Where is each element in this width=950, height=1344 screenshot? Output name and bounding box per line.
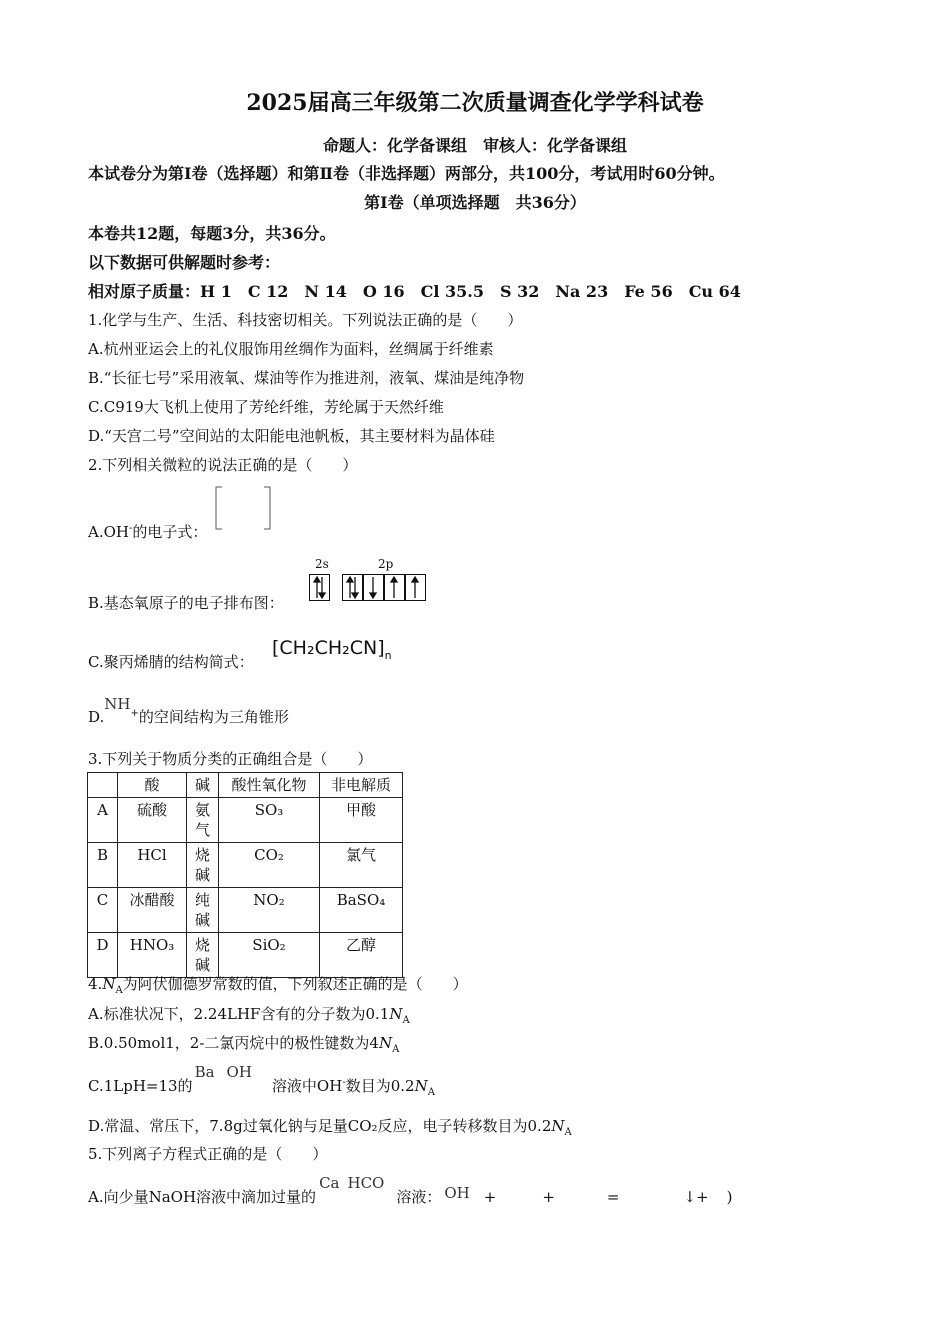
q2-stem: 2.下列相关微粒的说法正确的是（ ）	[88, 456, 358, 474]
reference-note: 以下数据可供解题时参考：	[88, 253, 281, 272]
table-row: B HCl 烧碱 CO₂ 氯气	[88, 843, 403, 888]
table-header: 酸性氧化物	[219, 773, 320, 798]
q2-option-d: D.NH+的空间结构为三角锥形	[88, 695, 289, 726]
q1-option-a: A.杭州亚运会上的礼仪服饰用丝绸作为面料，丝绸属于纤维素	[88, 340, 494, 358]
q1-stem: 1.化学与生产、生活、科技密切相关。下列说法正确的是（ ）	[88, 311, 523, 329]
section-note: 本卷共12题，每题3分，共36分。	[88, 224, 336, 243]
table-row: A 硫酸 氨气 SO₃ 甲酸	[88, 798, 403, 843]
q4-stem: $4.N_A$为阿伏伽德罗常数的值，下列叙述正确的是（ ）	[88, 975, 468, 996]
q5-stem: 5.下列离子方程式正确的是（ ）	[88, 1145, 328, 1163]
exam-intro: 本试卷分为第Ⅰ卷（选择题）和第Ⅱ卷（非选择题）两部分，共100分，考试用时60分钟。	[88, 164, 725, 183]
table-header: 非电解质	[320, 773, 403, 798]
q1-option-d: D.“天宫二号”空间站的太阳能电池帆板，其主要材料为晶体硅	[88, 427, 495, 445]
atomic-mass-line: 相对原子质量：H 1 C 12 N 14 O 16 Cl 35.5 S 32 Na 23 Fe 56 Cu 64	[88, 282, 741, 301]
q3-stem: 3.下列关于物质分类的正确组合是（ ）	[88, 750, 373, 768]
classification-table	[87, 772, 403, 978]
polyacrylonitrile-formula: $[CH_2CH_2CN]_n$	[272, 637, 392, 662]
q4-option-b: B.0.50mol1，2-二氯丙烷中的极性键数为$4N_A$	[88, 1034, 400, 1055]
orbital-arrows	[309, 574, 429, 602]
q2-option-c: C.聚丙烯腈的结构简式：	[88, 653, 254, 671]
table-row: D HNO₃ 烧碱 SiO₂ 乙醇	[88, 933, 403, 978]
table-header: 碱	[187, 773, 219, 798]
q4-option-c: C.1LpH=13的Ba OH溶液中OH-数目为$0.2N_A$	[88, 1063, 435, 1098]
q4-option-a: A.标准状况下，2.24LHF含有的分子数为$0.1N_A$	[88, 1005, 410, 1026]
table-row: C 冰醋酸 纯碱 NO₂ BaSO₄	[88, 888, 403, 933]
exam-title: 2025届高三年级第二次质量调查化学学科试卷	[246, 90, 704, 116]
q2-option-b: B.基态氧原子的电子排布图：	[88, 594, 284, 612]
q5-option-a: A.向少量NaOH溶液中滴加过量的Ca HCO溶液： OH + + = ↓+ )	[88, 1174, 733, 1206]
q1-option-c: C.C919大飞机上使用了芳纶纤维，芳纶属于天然纤维	[88, 398, 444, 416]
section-title: 第Ⅰ卷（单项选择题 共36分）	[364, 193, 586, 212]
table-header: 酸	[118, 773, 187, 798]
authors-line: 命题人：化学备课组 审核人：化学备课组	[322, 136, 627, 155]
oh-electron-formula-bracket	[212, 485, 274, 533]
q2-option-a: A.OH-的电子式：	[88, 523, 208, 541]
orbital-label-2p: 2p	[378, 557, 394, 571]
table-header	[88, 773, 118, 798]
q1-option-b: B.“长征七号”采用液氧、煤油等作为推进剂，液氧、煤油是纯净物	[88, 369, 525, 387]
q4-option-d: D.常温、常压下，7.8g过氧化钠与足量CO₂反应，电子转移数目为$0.2N_A$	[88, 1117, 572, 1138]
orbital-label-2s: 2s	[315, 557, 329, 571]
